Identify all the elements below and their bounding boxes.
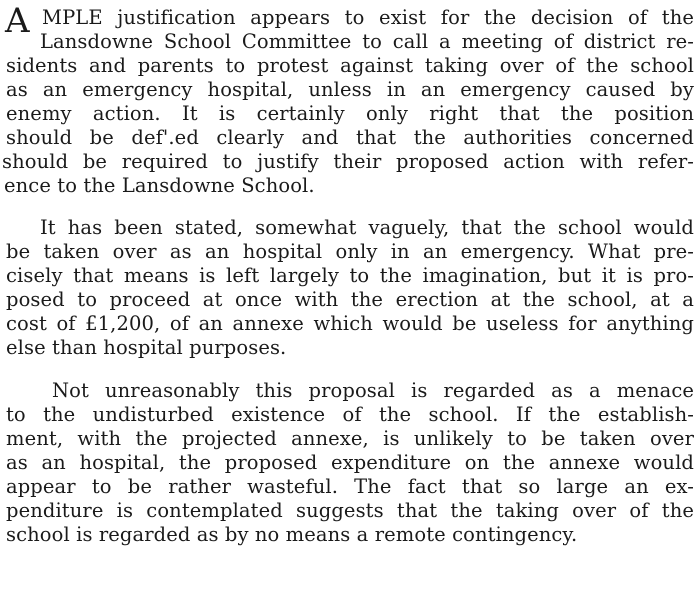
paragraph-3-line-7: school is regarded as by no means a remote contingency. xyxy=(6,523,578,546)
paragraph-1-line-3: sidents and parents to protest against taking over of the school xyxy=(6,54,694,77)
paragraph-1-line-5: enemy action. It is certainly only right that the position xyxy=(6,102,694,125)
paragraph-3-line-5: appear to be rather wasteful. The fact that so large an ex- xyxy=(6,475,694,498)
paragraph-2-line-5: cost of £1,200, of an annexe which would be useless for anything xyxy=(6,312,694,335)
paragraph-3-line-2: to the undisturbed existence of the school. If the establish- xyxy=(6,403,694,426)
paragraph-1-line-8: ence to the Lansdowne School. xyxy=(4,174,315,197)
drop-cap-letter: A xyxy=(5,1,30,41)
paragraph-2-line-2: be taken over as an hospital only in an emergency. What pre- xyxy=(6,240,694,263)
paragraph-2-line-6: else than hospital purposes. xyxy=(6,336,287,359)
paragraph-2-line-4: posed to proceed at once with the erection at the school, at a xyxy=(6,288,694,311)
paragraph-1-line-2: Lansdowne School Committee to call a meeting of district re- xyxy=(40,30,694,53)
paragraph-1-line-4: as an emergency hospital, unless in an emergency caused by xyxy=(6,78,694,101)
paragraph-2-line-3: cisely that means is left largely to the imagination, but it is pro- xyxy=(6,264,694,287)
paragraph-3-line-1: Not unreasonably this proposal is regarded as a menace xyxy=(52,379,694,402)
paragraph-1-line-1: MPLE justification appears to exist for the decision of the xyxy=(42,6,694,29)
paragraph-3-line-4: as an hospital, the proposed expenditure on the annexe would xyxy=(6,451,694,474)
paragraph-3-line-3: ment, with the projected annexe, is unlikely to be taken over xyxy=(6,427,694,450)
paragraph-3-line-6: penditure is contemplated suggests that the taking over of the xyxy=(6,499,694,522)
paragraph-2-line-1: It has been stated, somewhat vaguely, that the school would xyxy=(40,216,694,239)
paragraph-1-line-6: should be def'.ed clearly and that the authorities concerned xyxy=(6,126,694,149)
paragraph-1-line-7: should be required to justify their proposed action with refer- xyxy=(2,150,694,173)
